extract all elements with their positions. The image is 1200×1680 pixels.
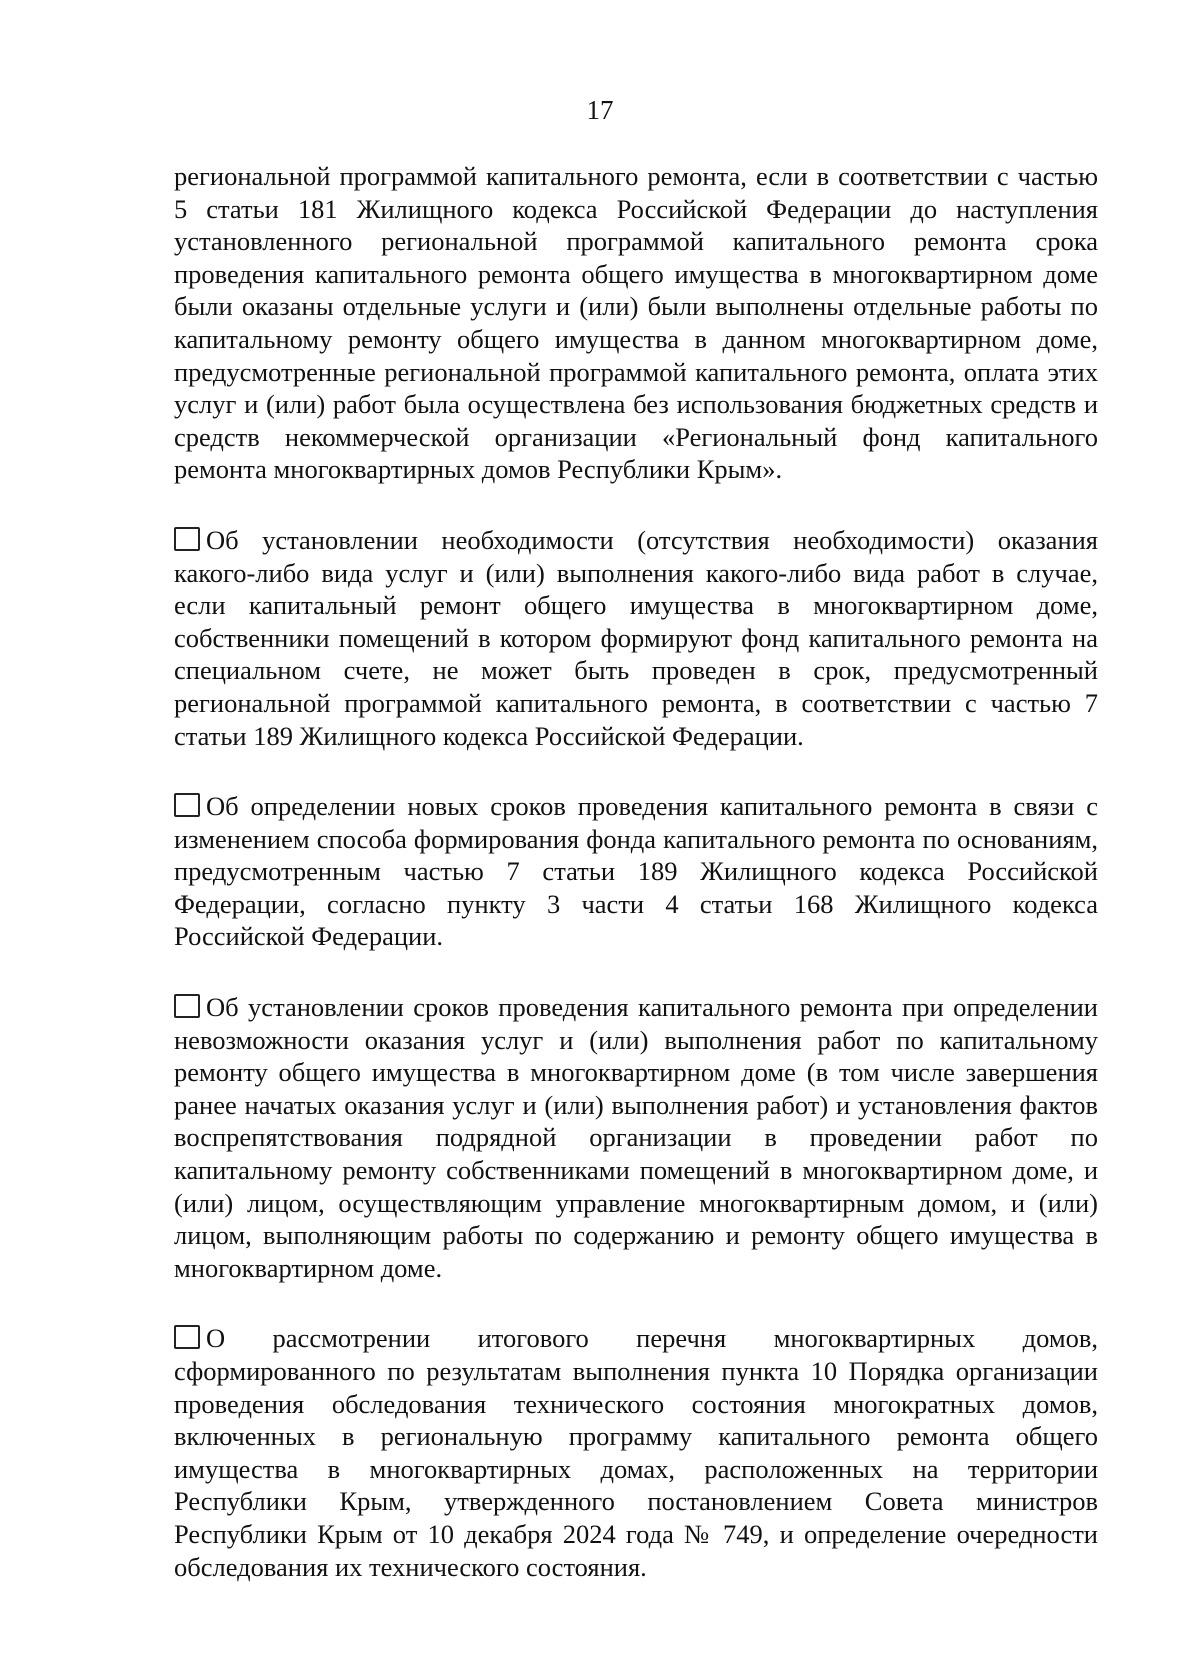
- agenda-item-2: [174, 790, 1098, 953]
- agenda-item-text: Об определении новых сроков проведения капитального ремонта в связи с изменением способа формирования фонда капитального ремонта по основаниям, предусмотренным частью 7 статьи 189 Жилищного кодекса Российской Федерации, согласно пункту 3 части 4 статьи 168 Жилищного кодекса Российской Федерации.: [174, 791, 1098, 952]
- agenda-item-text: Об установлении необходимости (отсутствия необходимости) оказания какого-либо вида услуг и (или) выполнения какого-либо вида работ в случае, если капитальный ремонт общего имущества в многоквартирном доме, собственники помещений в котором формируют фонд капитального ремонта на специальном счете, не может быть проведен в срок, предусмотренный региональной программой капитального ремонта, в соответствии с частью 7 статьи 189 Жилищного кодекса Российской Федерации.: [174, 524, 1098, 751]
- agenda-item-text: О рассмотрении итогового перечня многоквартирных домов, сформированного по результатам выполнения пункта 10 Порядка организации проведения обследования технического состояния многократных домов, включенных в региональную программу капитального ремонта общего имущества в многоквартирных домах, расположенных на территории Республики Крым, утвержденного постановлением Совета министров Республики Крым от 10 декабря 2024 года № 749, и определение очередности обследования их технического состояния.: [174, 1323, 1098, 1582]
- checkbox-icon[interactable]: [174, 1325, 200, 1349]
- page-number: 17: [586, 95, 614, 125]
- checkbox-icon[interactable]: [174, 994, 200, 1018]
- agenda-item-text: Об установлении сроков проведения капитального ремонта при определении невозможности оказания услуг и (или) выполнения работ по капитальному ремонту общего имущества в многоквартирном доме (в том числе завершения ранее начатых оказания услуг и (или) выполнения работ) и установления фактов воспрепятствования подрядной организации в проведении работ по капитальному ремонту собственниками помещений в многоквартирном доме, и (или) лицом, осуществляющим управление многоквартирным домом, и (или) лицом, выполняющим работы по содержанию и ремонту общего имущества в многоквартирном доме.: [174, 992, 1098, 1283]
- checkbox-icon[interactable]: [174, 527, 200, 551]
- agenda-item-1: [174, 524, 1098, 752]
- paragraph-text: региональной программой капитального ремонта, если в соответствии с частью 5 статьи 181 Жилищного кодекса Российской Федерации до наступления установленного региональной программой капитального ремонта срока проведения капитального ремонта общего имущества в многоквартирном доме были оказаны отдельные услуги и (или) были выполнены отдельные работы по капитальному ремонту общего имущества в данном многоквартирном доме, предусмотренные региональной программой капитального ремонта, оплата этих услуг и (или) работ была осуществлена без использования бюджетных средств и средств некоммерческой организации «Региональный фонд капитального ремонта многоквартирных домов Республики Крым».: [174, 161, 1098, 485]
- agenda-item-3: [174, 991, 1098, 1284]
- agenda-item-4: [174, 1322, 1098, 1583]
- checkbox-icon[interactable]: [174, 793, 200, 817]
- document-body: [174, 160, 1098, 1583]
- paragraph-continuation: [174, 160, 1098, 486]
